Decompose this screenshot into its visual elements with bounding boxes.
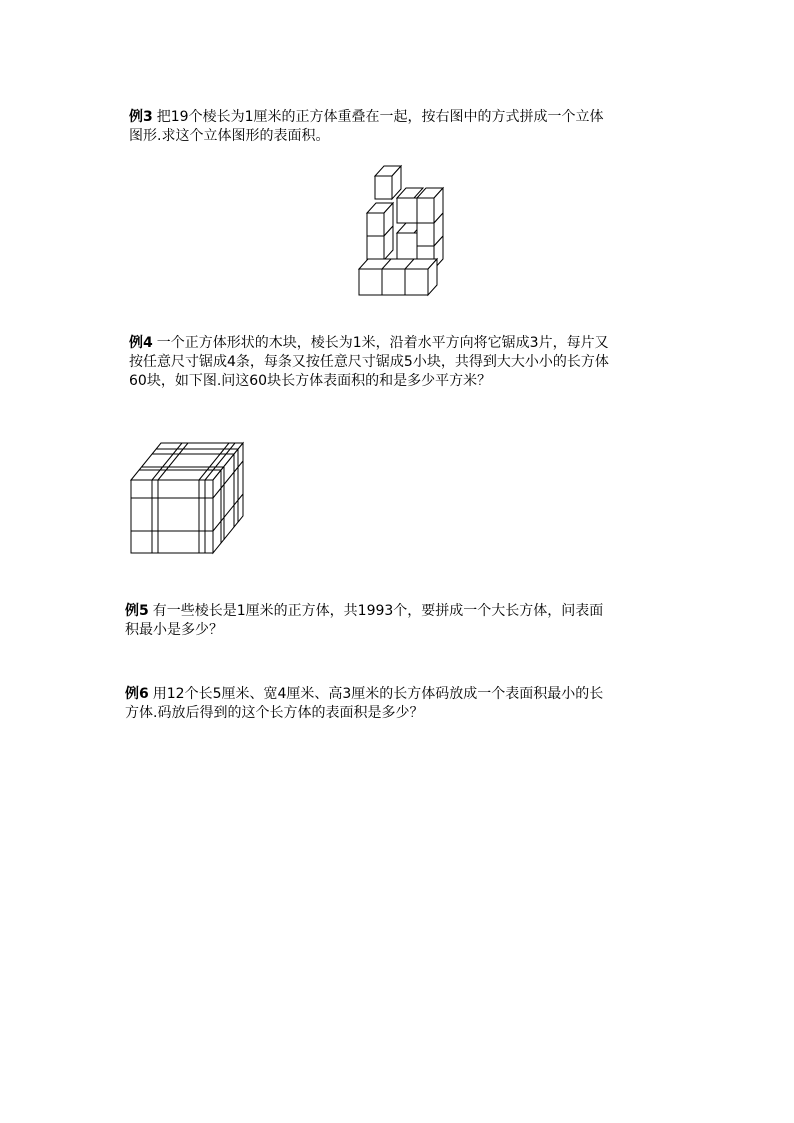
example-3-line-2: 图形.求这个立体图形的表面积。: [129, 128, 330, 144]
example-4-line-1: 例4 一个正方体形状的木块，棱长为1米，沿着水平方向将它锯成3片，每片又: [129, 335, 609, 351]
example-5-label: 例5: [125, 603, 149, 619]
sawn-cube-figure: [127, 440, 247, 555]
example-6: [125, 685, 685, 723]
example-3-label: 例3: [129, 109, 153, 125]
example-4-line-2: 按任意尺寸锯成4条，每条又按任意尺寸锯成5小块，共得到大大小小的长方体: [129, 354, 609, 370]
cube: [359, 259, 437, 295]
example-3: [129, 108, 689, 146]
example-6-line-1: 例6 用12个长5厘米、宽4厘米、高3厘米的长方体码放成一个表面积最小的长: [125, 686, 604, 702]
example-5: [125, 602, 685, 640]
example-5-line-2: 积最小是多少？: [125, 622, 223, 638]
stacked-cubes-figure: [355, 163, 455, 298]
example-4-line-3: 60块，如下图.问这60块长方体表面积的和是多少平方米？: [129, 373, 492, 389]
example-5-line-1: 例5 有一些棱长是1厘米的正方体，共1993个，要拼成一个大长方体，问表面: [125, 603, 604, 619]
example-4-label: 例4: [129, 335, 153, 351]
example-4: [129, 334, 689, 391]
example-6-line-2: 方体.码放后得到的这个长方体的表面积是多少？: [125, 705, 424, 721]
cube: [375, 166, 401, 199]
example-6-label: 例6: [125, 686, 149, 702]
front-face: [131, 480, 213, 553]
example-3-line-1: 例3 把19个棱长为1厘米的正方体重叠在一起，按右图中的方式拼成一个立体: [129, 109, 604, 125]
